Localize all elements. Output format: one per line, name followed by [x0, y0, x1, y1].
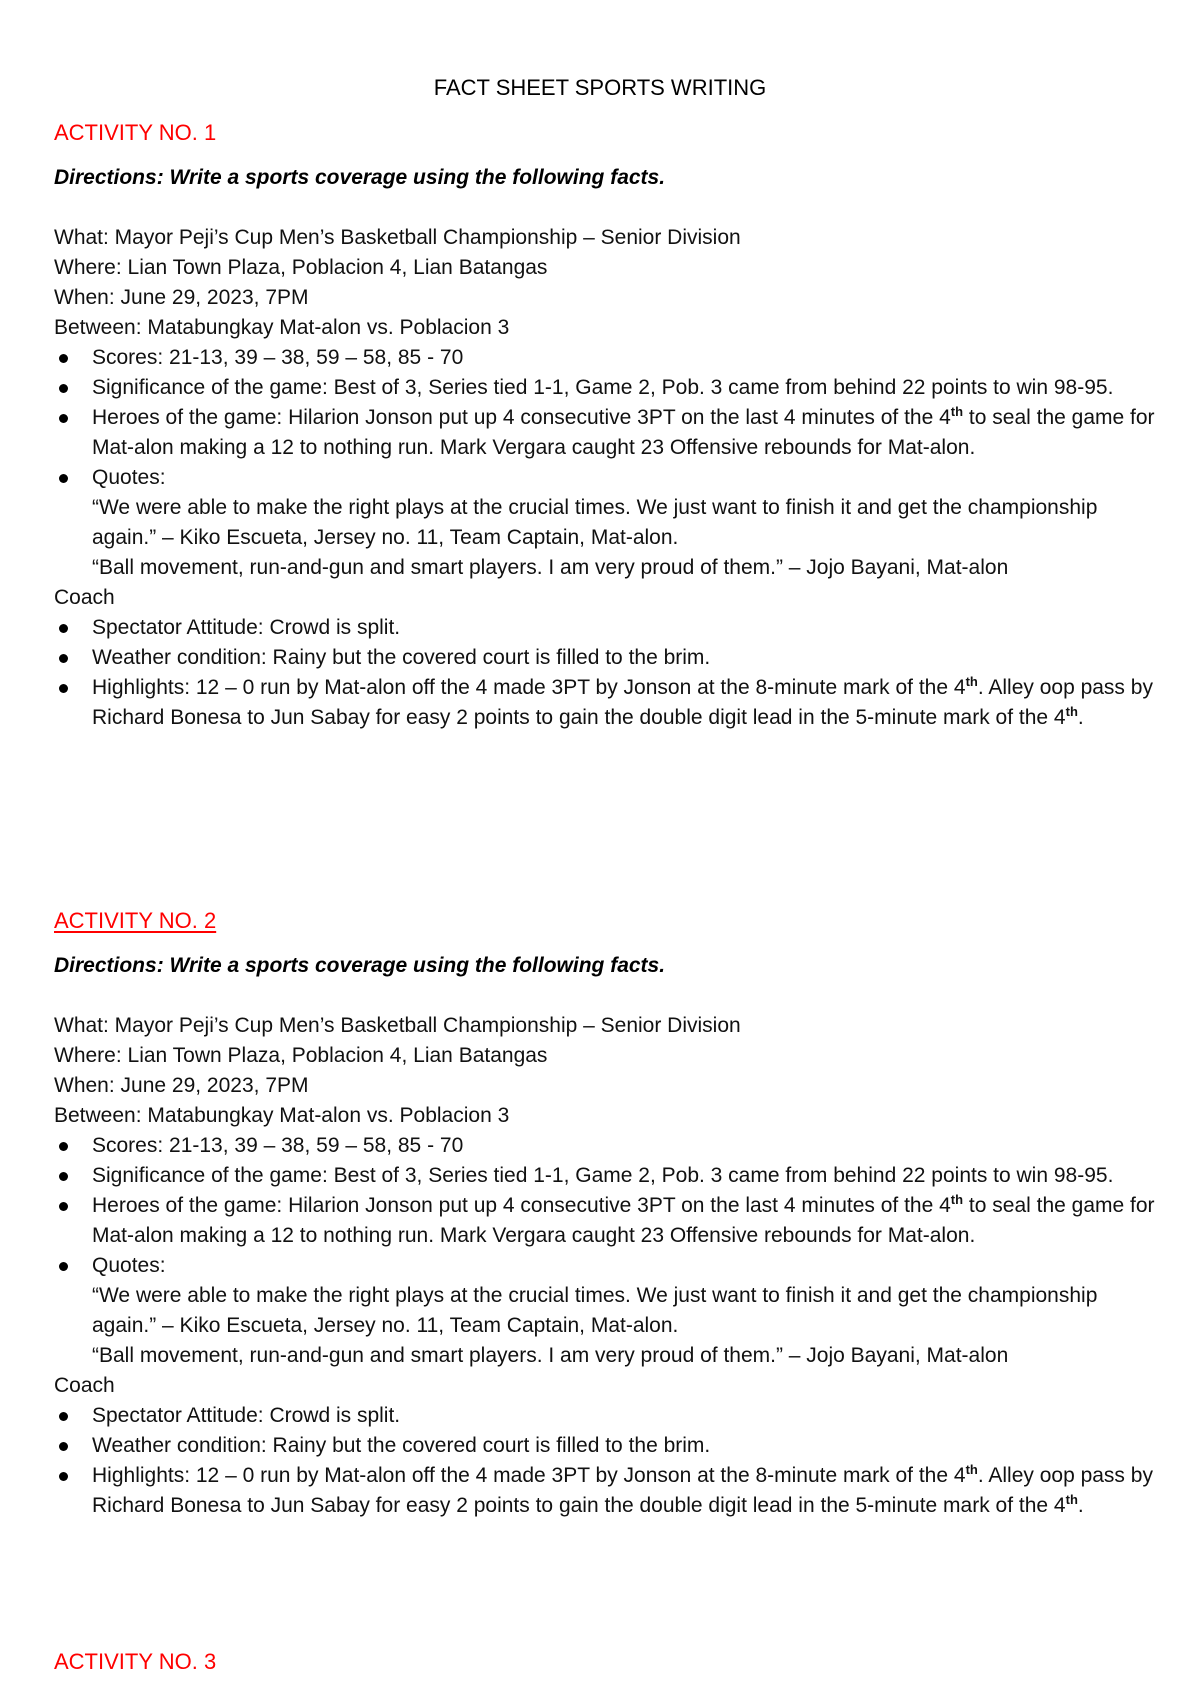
bullet-icon: [59, 654, 68, 663]
superscript-th: th: [1065, 704, 1078, 719]
fact-weather: Weather condition: Rainy but the covered court is filled to the brim.: [92, 646, 711, 669]
fact-heroes-part-1: Heroes of the game: Hilarion Jonson put up 4 consecutive 3PT on the last 4 minutes of the 4: [92, 1194, 951, 1217]
activity-2-directions: Directions: Write a sports coverage using the following facts.: [54, 954, 666, 977]
list-item: [54, 1131, 1164, 1161]
list-item: [54, 613, 1164, 643]
bullet-icon: [59, 1142, 68, 1151]
fact-between: Between: Matabungkay Mat-alon vs. Poblacion 3: [54, 1104, 510, 1127]
fact-quote-2: “Ball movement, run-and-gun and smart players. I am very proud of them.” – Jojo Bayani, Mat-alon: [92, 556, 1009, 579]
fact-between: Between: Matabungkay Mat-alon vs. Poblacion 3: [54, 316, 510, 339]
bullet-icon: [59, 1172, 68, 1181]
fact-quotes-label: Quotes:: [92, 1254, 166, 1277]
bullet-icon: [59, 684, 68, 693]
fact-where: Where: Lian Town Plaza, Poblacion 4, Lian Batangas: [54, 1044, 548, 1067]
bullet-icon: [59, 624, 68, 633]
superscript-th: th: [965, 1462, 978, 1477]
activity-1-directions: Directions: Write a sports coverage using the following facts.: [54, 166, 666, 189]
superscript-th: th: [1065, 1492, 1078, 1507]
fact-highlights-part-3: .: [1077, 706, 1084, 729]
bullet-icon: [59, 384, 68, 393]
fact-quotes-label: Quotes:: [92, 466, 166, 489]
document-title: FACT SHEET SPORTS WRITING: [433, 75, 767, 100]
fact-heroes-part-2: to seal the game for Mat-alon making a 12 to nothing run. Mark Vergara caught 23 Offensive rebounds for Mat-alon.: [92, 406, 1155, 459]
bullet-icon: [59, 474, 68, 483]
fact-quote-2-continued: Coach: [54, 586, 115, 609]
fact-spectator: Spectator Attitude: Crowd is split.: [92, 1404, 401, 1427]
fact-list: [54, 343, 1164, 733]
superscript-th: th: [950, 1192, 964, 1207]
list-item: [54, 673, 1164, 733]
list-item: [54, 1431, 1164, 1461]
superscript-th: th: [950, 404, 964, 419]
fact-what: What: Mayor Peji’s Cup Men’s Basketball Championship – Senior Division: [54, 1014, 741, 1037]
fact-highlights-part-3: .: [1077, 1494, 1084, 1517]
superscript-th: th: [965, 674, 978, 689]
activity-3-heading: ACTIVITY NO. 3: [54, 1649, 217, 1674]
fact-heroes-part-1: Heroes of the game: Hilarion Jonson put up 4 consecutive 3PT on the last 4 minutes of the 4: [92, 406, 951, 429]
fact-quote-2: “Ball movement, run-and-gun and smart players. I am very proud of them.” – Jojo Bayani, Mat-alon: [92, 1344, 1009, 1367]
fact-quote-1: “We were able to make the right plays at the crucial times. We just want to finish it and get the championship again.” – Kiko Escueta, Jersey no. 11, Team Captain, Mat-alon.: [92, 1284, 1098, 1337]
fact-when: When: June 29, 2023, 7PM: [54, 1074, 309, 1097]
fact-spectator: Spectator Attitude: Crowd is split.: [92, 616, 401, 639]
fact-weather: Weather condition: Rainy but the covered court is filled to the brim.: [92, 1434, 711, 1457]
fact-highlights-part-2: . Alley oop pass by Richard Bonesa to Jun Sabay for easy 2 points to gain the double digit lead in the 5-minute mark of the 4: [92, 676, 1153, 729]
bullet-icon: [59, 1472, 68, 1481]
fact-highlights-part-1: Highlights: 12 – 0 run by Mat-alon off the 4 made 3PT by Jonson at the 8-minute mark of the 4: [92, 1464, 966, 1487]
list-item: [54, 1401, 1164, 1431]
list-item: [54, 1161, 1164, 1191]
bullet-icon: [59, 1202, 68, 1211]
fact-when: When: June 29, 2023, 7PM: [54, 286, 309, 309]
fact-significance: Significance of the game: Best of 3, Series tied 1-1, Game 2, Pob. 3 came from behind 22 points to win 98-95.: [92, 1164, 1114, 1187]
list-item: [54, 343, 1164, 373]
fact-quote-2-continued: Coach: [54, 1374, 115, 1397]
activity-1-heading: ACTIVITY NO. 1: [54, 120, 217, 145]
activity-1-facts: [54, 223, 1164, 733]
activity-2-heading: ACTIVITY NO. 2: [54, 908, 217, 933]
fact-quote-1: “We were able to make the right plays at the crucial times. We just want to finish it and get the championship again.” – Kiko Escueta, Jersey no. 11, Team Captain, Mat-alon.: [92, 496, 1098, 549]
bullet-icon: [59, 1262, 68, 1271]
bullet-icon: [59, 1442, 68, 1451]
list-item: [54, 373, 1164, 403]
fact-list: [54, 1131, 1164, 1521]
bullet-icon: [59, 1412, 68, 1421]
fact-highlights-part-1: Highlights: 12 – 0 run by Mat-alon off the 4 made 3PT by Jonson at the 8-minute mark of the 4: [92, 676, 966, 699]
fact-where: Where: Lian Town Plaza, Poblacion 4, Lian Batangas: [54, 256, 548, 279]
activity-2-facts: [54, 1011, 1164, 1521]
fact-significance: Significance of the game: Best of 3, Series tied 1-1, Game 2, Pob. 3 came from behind 22 points to win 98-95.: [92, 376, 1114, 399]
list-item: [54, 1461, 1164, 1521]
list-item: [54, 1191, 1164, 1251]
fact-scores: Scores: 21-13, 39 – 38, 59 – 58, 85 - 70: [92, 346, 464, 369]
bullet-icon: [59, 354, 68, 363]
fact-scores: Scores: 21-13, 39 – 38, 59 – 58, 85 - 70: [92, 1134, 464, 1157]
fact-what: What: Mayor Peji’s Cup Men’s Basketball Championship – Senior Division: [54, 226, 741, 249]
bullet-icon: [59, 414, 68, 423]
fact-highlights-part-2: . Alley oop pass by Richard Bonesa to Jun Sabay for easy 2 points to gain the double digit lead in the 5-minute mark of the 4: [92, 1464, 1153, 1517]
list-item: [54, 643, 1164, 673]
list-item: [54, 1251, 1164, 1401]
list-item: [54, 463, 1164, 613]
list-item: [54, 403, 1164, 463]
fact-heroes-part-2: to seal the game for Mat-alon making a 12 to nothing run. Mark Vergara caught 23 Offensive rebounds for Mat-alon.: [92, 1194, 1155, 1247]
